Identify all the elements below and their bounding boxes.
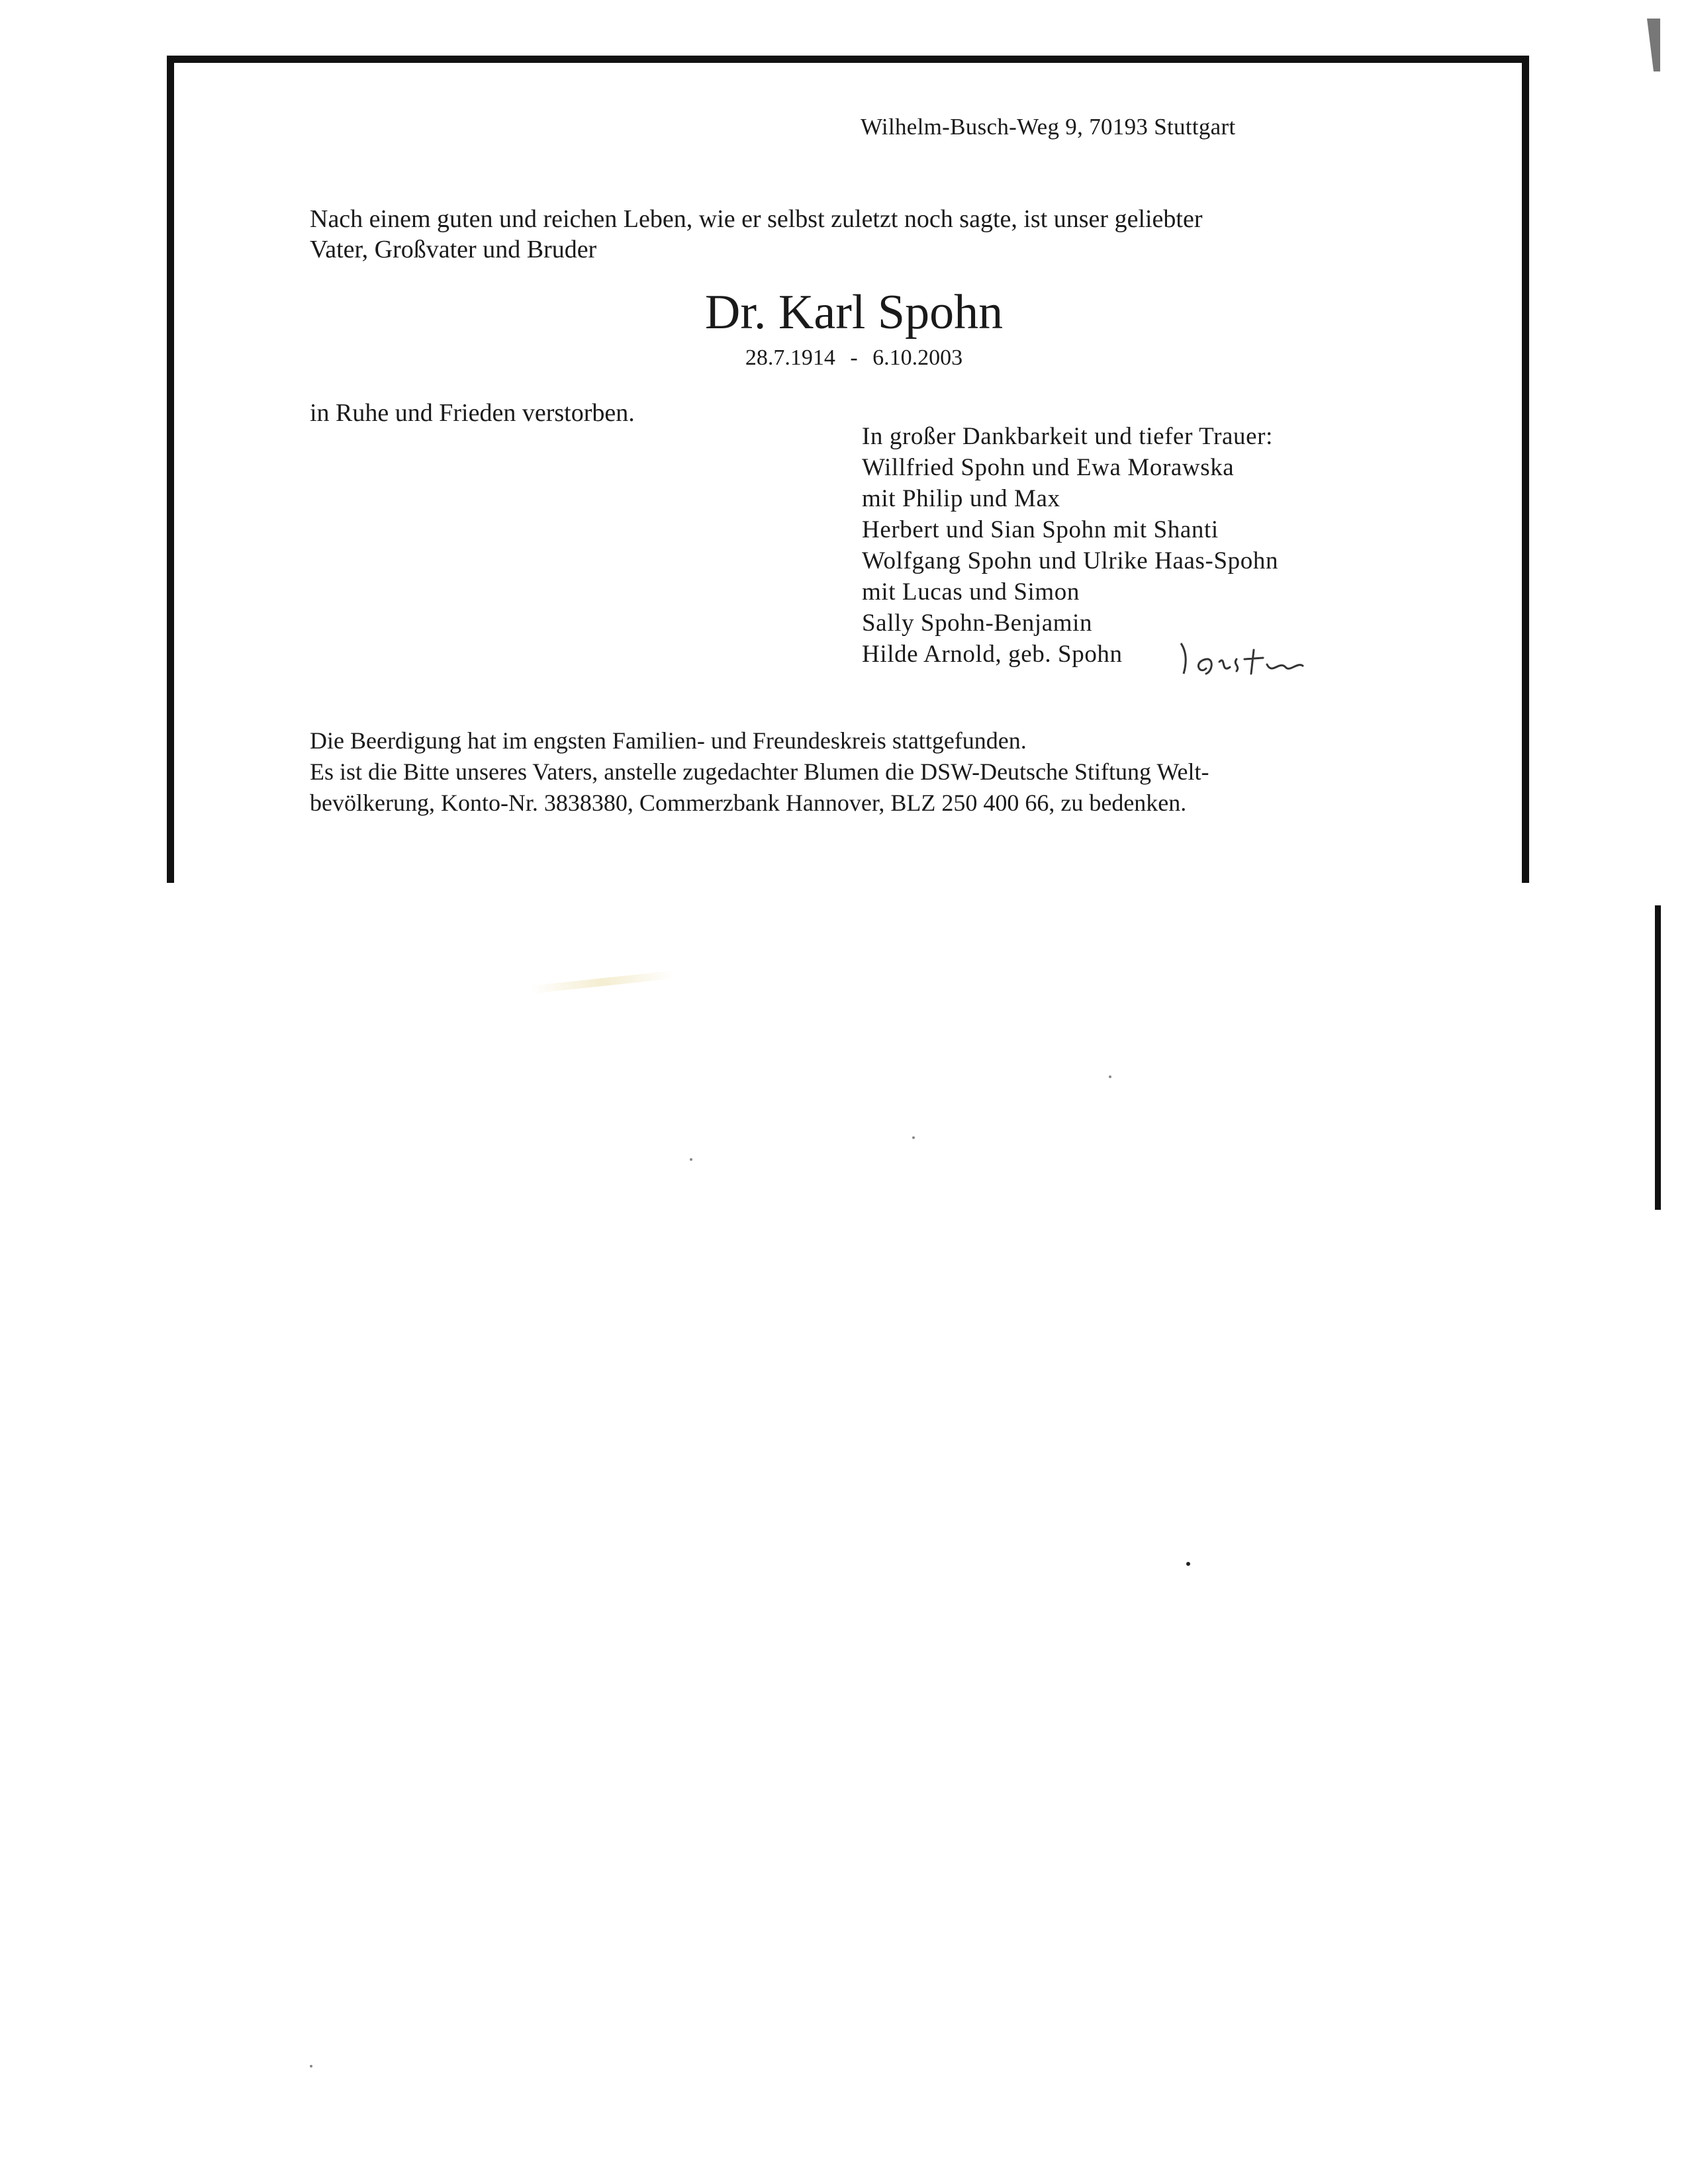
mourners-list: [862, 421, 1278, 670]
scan-edge-line: [1655, 905, 1661, 1210]
intro-line-2: Vater, Großvater und Bruder: [310, 236, 597, 263]
mourner-line: Willfried Spohn und Ewa Morawska: [862, 454, 1235, 481]
paper-stain: [530, 971, 675, 994]
mourner-line: Wolfgang Spohn und Ulrike Haas-Spohn: [862, 547, 1279, 574]
sender-address: Wilhelm-Busch-Weg 9, 70193 Stuttgart: [861, 114, 1236, 140]
intro-line-1: Nach einem guten und reichen Leben, wie er selbst zuletzt noch sagte, ist unser geliebter: [310, 205, 1203, 233]
scan-speck: [310, 2065, 312, 2068]
scan-speck: [1186, 1562, 1190, 1566]
scan-edge-mark: [1647, 19, 1660, 71]
handwritten-annotation: [1180, 635, 1319, 688]
deceased-name: Dr. Karl Spohn: [704, 285, 1004, 340]
closing-text: in Ruhe und Frieden verstorben.: [310, 399, 635, 427]
funeral-line-1: Die Beerdigung hat im engsten Familien- und Freundeskreis stattgefunden.: [310, 727, 1027, 754]
mourner-line: Hilde Arnold, geb. Spohn: [862, 641, 1123, 668]
mourners-heading: In großer Dankbarkeit und tiefer Trauer:: [862, 423, 1273, 450]
funeral-notice: [310, 725, 1435, 819]
life-dates: 28.7.1914 - 6.10.2003: [745, 345, 963, 370]
mourner-line: Herbert und Sian Spohn mit Shanti: [862, 516, 1219, 543]
scan-speck: [912, 1136, 915, 1139]
scan-speck: [1109, 1075, 1111, 1078]
funeral-line-3: bevölkerung, Konto-Nr. 3838380, Commerzbank Hannover, BLZ 250 400 66, zu bedenken.: [310, 790, 1187, 816]
scan-speck: [690, 1158, 692, 1161]
mourner-line: mit Philip und Max: [862, 485, 1060, 512]
mourner-line: Sally Spohn-Benjamin: [862, 610, 1093, 637]
funeral-line-2: Es ist die Bitte unseres Vaters, anstelle zugedachter Blumen die DSW-Deutsche Stiftung Welt-: [310, 758, 1209, 785]
intro-text: [310, 204, 1422, 265]
mourner-line: mit Lucas und Simon: [862, 578, 1080, 606]
